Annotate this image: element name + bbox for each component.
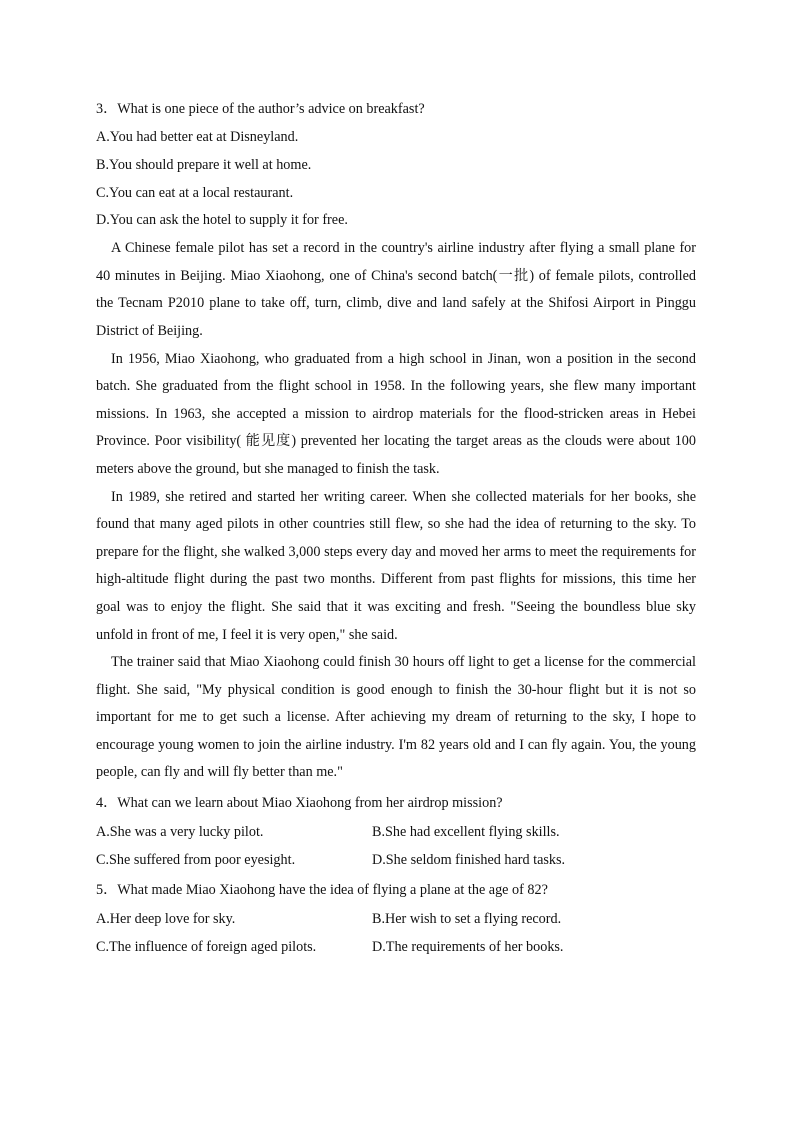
question-5-stem: 5．What made Miao Xiaohong have the idea of flying a plane at the age of 82? — [96, 882, 548, 899]
question-5-option-c: C.The influence of foreign aged pilots. — [96, 938, 317, 955]
question-4-option-c: C.She suffered from poor eyesight. — [96, 851, 296, 868]
question-5-option-b: B.Her wish to set a flying record. — [372, 911, 562, 928]
document-page — [96, 96, 696, 961]
question-4-option-d: D.She seldom finished hard tasks. — [372, 851, 566, 868]
question-4 — [96, 787, 696, 874]
question-5 — [96, 874, 696, 961]
question-5-options-row-2 — [96, 934, 696, 962]
passage-paragraph-4: The trainer said that Miao Xiaohong could finish 30 hours off light to get a license for the commercial flight. She said, "My physical condition is good enough to finish the 30-hour flight but it is not so important for me to get such a license. After achieving my dream of returning to the sky, I hope to encourage young women to join the airline industry. I'm 82 years old and I can fly again. You, the young people, can fly and will fly better than me." — [96, 654, 696, 781]
question-4-options-row-1 — [96, 819, 696, 847]
passage — [96, 235, 696, 787]
question-3 — [96, 96, 696, 235]
question-3-stem: 3．What is one piece of the author’s advice on breakfast? — [96, 101, 425, 117]
passage-paragraph-2: In 1956, Miao Xiaohong, who graduated from a high school in Jinan, won a position in the second batch. She graduated from the flight school in 1958. In the following years, she flew many important missions. In 1963, she accepted a mission to airdrop materials for the flood-stricken areas in Hebei Province. Poor visibility( 能见度) prevented her locating the target areas as the clouds were about 100 meters above the ground, but she managed to finish the task. — [96, 350, 696, 477]
question-4-options-row-2 — [96, 847, 696, 875]
question-4-stem: 4．What can we learn about Miao Xiaohong from her airdrop mission? — [96, 795, 503, 812]
passage-paragraph-3: In 1989, she retired and started her writing career. When she collected materials for her books, she found that many aged pilots in other countries still flew, so she had the idea of returning to the sky. To prepare for the flight, she walked 3,000 steps every day and moved her arms to meet the requirements for high-altitude flight during the past two months. Different from past flights for missions, this time her goal was to enjoy the flight. She said that it was exciting and fresh. "Seeing the boundless blue sky unfold in front of me, I feel it is very open," she said. — [96, 488, 696, 643]
question-3-option-c: C.You can eat at a local restaurant. — [96, 184, 294, 201]
question-4-option-a: A.She was a very lucky pilot. — [96, 824, 264, 841]
question-5-option-a: A.Her deep love for sky. — [96, 911, 236, 928]
passage-paragraph-1: A Chinese female pilot has set a record in the country's airline industry after flying a small plane for 40 minutes in Beijing. Miao Xiaohong, one of China's second batch(一批) of female pilots, controlled the Tecnam P2010 plane to take off, turn, climb, dive and land safely at the Shifosi Airport in Pinggu District of Beijing. — [96, 240, 696, 339]
question-5-option-d: D.The requirements of her books. — [372, 938, 564, 955]
question-3-option-a: A.You had better eat at Disneyland. — [96, 129, 299, 145]
question-5-options-row-1 — [96, 906, 696, 934]
question-4-option-b: B.She had excellent flying skills. — [372, 824, 560, 841]
question-3-option-d: D.You can ask the hotel to supply it for free. — [96, 212, 348, 229]
question-3-option-b: B.You should prepare it well at home. — [96, 156, 312, 173]
